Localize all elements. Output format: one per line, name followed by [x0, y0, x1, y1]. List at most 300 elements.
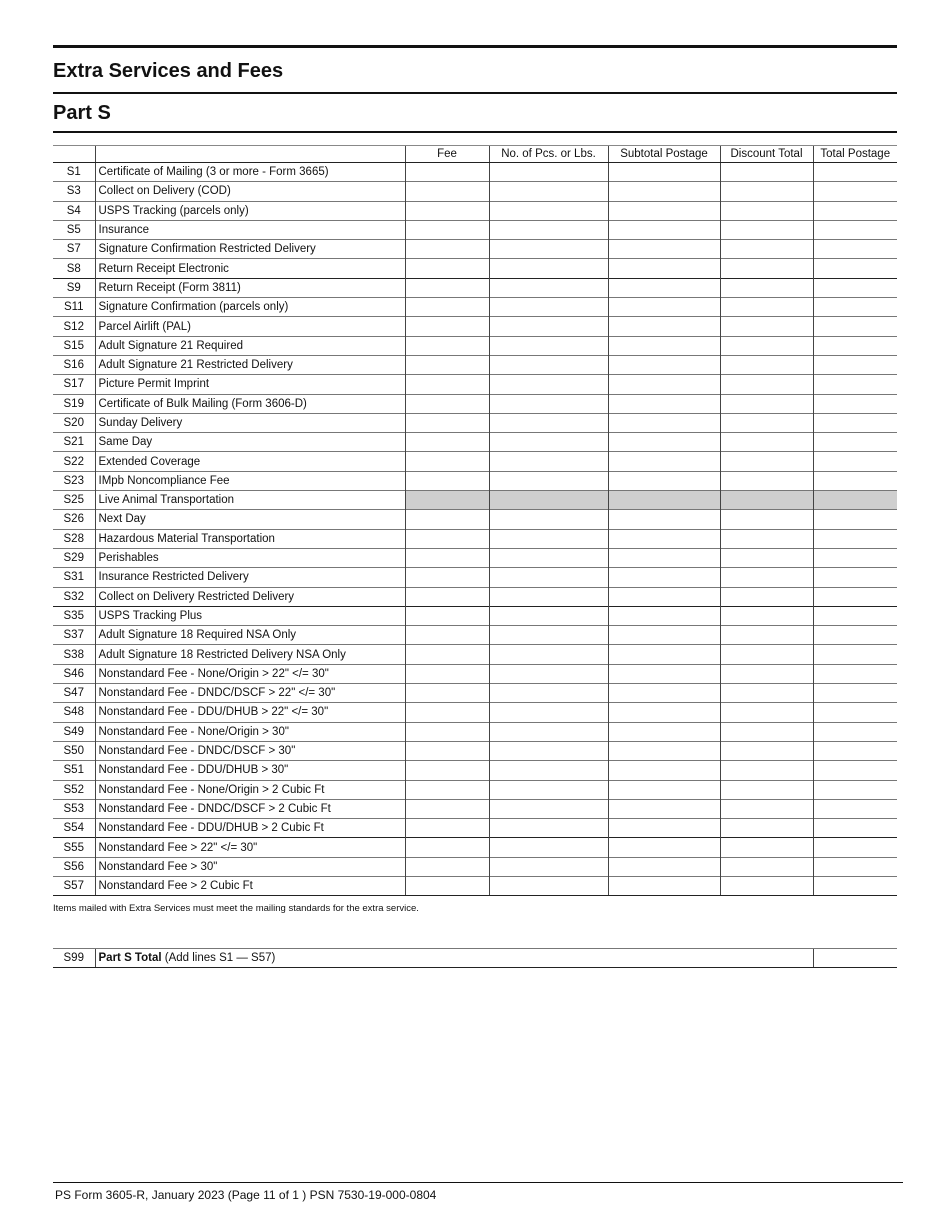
row-code: S51 [53, 761, 95, 780]
row-code: S55 [53, 838, 95, 857]
table-row [53, 799, 897, 818]
row-total-field[interactable] [813, 645, 897, 664]
row-total-field[interactable] [813, 876, 897, 895]
row-label: Nonstandard Fee - DDU/DHUB > 22" </= 30" [95, 703, 405, 722]
row-subtotal-field[interactable] [608, 645, 720, 664]
row-pcs-field[interactable] [489, 664, 608, 683]
row-discount-field[interactable] [720, 548, 813, 567]
row-subtotal-field[interactable] [608, 838, 720, 857]
row-pcs-field[interactable] [489, 452, 608, 471]
row-subtotal-field[interactable] [608, 220, 720, 239]
table-row [53, 298, 897, 317]
row-total-field [813, 491, 897, 510]
row-discount-field[interactable] [720, 568, 813, 587]
row-label: Collect on Delivery (COD) [95, 182, 405, 201]
row-total-field[interactable] [813, 259, 897, 278]
row-fee-field[interactable] [405, 529, 489, 548]
row-discount-field[interactable] [720, 838, 813, 857]
row-subtotal-field[interactable] [608, 413, 720, 432]
row-pcs-field[interactable] [489, 182, 608, 201]
row-discount-field[interactable] [720, 375, 813, 394]
row-label: Nonstandard Fee - DNDC/DSCF > 30" [95, 741, 405, 760]
row-fee-field[interactable] [405, 336, 489, 355]
row-subtotal-field[interactable] [608, 664, 720, 683]
row-label: Insurance [95, 220, 405, 239]
row-code: S49 [53, 722, 95, 741]
row-total-field[interactable] [813, 317, 897, 336]
row-pcs-field[interactable] [489, 413, 608, 432]
row-subtotal-field[interactable] [608, 163, 720, 182]
row-pcs-field[interactable] [489, 240, 608, 259]
footnote: Items mailed with Extra Services must meet the mailing standards for the extra service. [53, 903, 419, 914]
row-pcs-field[interactable] [489, 510, 608, 529]
row-total-field[interactable] [813, 819, 897, 838]
table-row [53, 780, 897, 799]
row-label: Parcel Airlift (PAL) [95, 317, 405, 336]
row-subtotal-field[interactable] [608, 684, 720, 703]
table-row [53, 278, 897, 297]
row-total-field[interactable] [813, 761, 897, 780]
row-label: Sunday Delivery [95, 413, 405, 432]
row-pcs-field[interactable] [489, 529, 608, 548]
row-subtotal-field[interactable] [608, 529, 720, 548]
row-total-field[interactable] [813, 510, 897, 529]
row-total-field[interactable] [813, 240, 897, 259]
row-fee-field[interactable] [405, 375, 489, 394]
row-label: Signature Confirmation (parcels only) [95, 298, 405, 317]
row-code: S47 [53, 684, 95, 703]
row-pcs-field[interactable] [489, 876, 608, 895]
row-label: Same Day [95, 433, 405, 452]
row-label: IMpb Noncompliance Fee [95, 471, 405, 490]
row-fee-field[interactable] [405, 838, 489, 857]
row-pcs-field[interactable] [489, 355, 608, 374]
row-discount-field[interactable] [720, 819, 813, 838]
row-total-field[interactable] [813, 838, 897, 857]
row-pcs-field[interactable] [489, 645, 608, 664]
row-label: USPS Tracking (parcels only) [95, 201, 405, 220]
row-total-field[interactable] [813, 587, 897, 606]
row-subtotal-field [608, 491, 720, 510]
row-fee-field[interactable] [405, 741, 489, 760]
row-total-field[interactable] [813, 394, 897, 413]
total-label [95, 949, 813, 968]
row-discount-field[interactable] [720, 626, 813, 645]
row-code: S57 [53, 876, 95, 895]
table-row [53, 433, 897, 452]
row-fee-field[interactable] [405, 433, 489, 452]
row-subtotal-field[interactable] [608, 741, 720, 760]
table-row [53, 722, 897, 741]
table-row [53, 819, 897, 838]
row-pcs-field[interactable] [489, 780, 608, 799]
row-fee-field[interactable] [405, 413, 489, 432]
row-fee-field[interactable] [405, 645, 489, 664]
row-fee-field[interactable] [405, 220, 489, 239]
total-label-bold: Part S Total [98, 952, 162, 964]
page-title: Extra Services and Fees [53, 60, 284, 82]
row-pcs-field[interactable] [489, 587, 608, 606]
row-subtotal-field[interactable] [608, 606, 720, 625]
row-code: S38 [53, 645, 95, 664]
row-total-field[interactable] [813, 780, 897, 799]
row-fee-field[interactable] [405, 452, 489, 471]
row-discount-field[interactable] [720, 220, 813, 239]
row-discount-field[interactable] [720, 433, 813, 452]
row-fee-field[interactable] [405, 394, 489, 413]
row-total-field[interactable] [813, 163, 897, 182]
row-code: S35 [53, 606, 95, 625]
row-fee-field[interactable] [405, 626, 489, 645]
row-label: Adult Signature 21 Restricted Delivery [95, 355, 405, 374]
row-code: S12 [53, 317, 95, 336]
row-discount-field[interactable] [720, 394, 813, 413]
row-discount-field[interactable] [720, 645, 813, 664]
row-label: Insurance Restricted Delivery [95, 568, 405, 587]
row-fee-field[interactable] [405, 182, 489, 201]
row-label: Adult Signature 18 Required NSA Only [95, 626, 405, 645]
row-subtotal-field[interactable] [608, 548, 720, 567]
row-discount-field[interactable] [720, 529, 813, 548]
fees-table [53, 145, 897, 896]
row-subtotal-field[interactable] [608, 819, 720, 838]
row-discount-field [720, 491, 813, 510]
row-fee-field[interactable] [405, 857, 489, 876]
header-subtotal: Subtotal Postage [608, 146, 720, 163]
table-row [53, 568, 897, 587]
table-row [53, 471, 897, 490]
row-discount-field[interactable] [720, 355, 813, 374]
row-subtotal-field[interactable] [608, 336, 720, 355]
table-row [53, 259, 897, 278]
table-row [53, 626, 897, 645]
row-discount-field[interactable] [720, 606, 813, 625]
top-rule [53, 45, 897, 48]
row-fee-field[interactable] [405, 568, 489, 587]
row-pcs-field[interactable] [489, 568, 608, 587]
row-discount-field[interactable] [720, 876, 813, 895]
row-subtotal-field[interactable] [608, 355, 720, 374]
row-code: S17 [53, 375, 95, 394]
table-row [53, 413, 897, 432]
row-code: S1 [53, 163, 95, 182]
row-pcs-field[interactable] [489, 799, 608, 818]
row-code: S11 [53, 298, 95, 317]
row-subtotal-field[interactable] [608, 278, 720, 297]
row-pcs-field[interactable] [489, 606, 608, 625]
row-code: S25 [53, 491, 95, 510]
table-row [53, 394, 897, 413]
row-subtotal-field[interactable] [608, 626, 720, 645]
section-title: Part S [53, 102, 111, 124]
row-total-field[interactable] [813, 355, 897, 374]
table-row [53, 876, 897, 895]
row-subtotal-field[interactable] [608, 471, 720, 490]
row-label: Nonstandard Fee - DNDC/DSCF > 22" </= 30" [95, 684, 405, 703]
row-code: S20 [53, 413, 95, 432]
row-discount-field[interactable] [720, 259, 813, 278]
row-fee-field[interactable] [405, 355, 489, 374]
row-subtotal-field[interactable] [608, 857, 720, 876]
row-label: USPS Tracking Plus [95, 606, 405, 625]
row-fee-field[interactable] [405, 201, 489, 220]
table-row [53, 761, 897, 780]
row-fee-field [405, 491, 489, 510]
table-row [53, 182, 897, 201]
row-total-field[interactable] [813, 298, 897, 317]
row-total-field[interactable] [813, 799, 897, 818]
row-total-field[interactable] [813, 413, 897, 432]
row-code: S15 [53, 336, 95, 355]
row-fee-field[interactable] [405, 761, 489, 780]
row-code: S4 [53, 201, 95, 220]
row-pcs-field[interactable] [489, 201, 608, 220]
row-code: S19 [53, 394, 95, 413]
row-code: S37 [53, 626, 95, 645]
row-pcs-field[interactable] [489, 857, 608, 876]
row-code: S50 [53, 741, 95, 760]
row-total-field[interactable] [813, 220, 897, 239]
row-fee-field[interactable] [405, 278, 489, 297]
row-subtotal-field[interactable] [608, 799, 720, 818]
row-label: Nonstandard Fee - None/Origin > 30" [95, 722, 405, 741]
row-discount-field[interactable] [720, 201, 813, 220]
table-row [53, 741, 897, 760]
row-pcs-field[interactable] [489, 722, 608, 741]
row-subtotal-field[interactable] [608, 780, 720, 799]
row-code: S28 [53, 529, 95, 548]
row-label: Certificate of Mailing (3 or more - Form 3665) [95, 163, 405, 182]
table-row [53, 548, 897, 567]
row-total-field[interactable] [813, 182, 897, 201]
row-pcs-field[interactable] [489, 259, 608, 278]
title-rule [53, 92, 897, 94]
row-total-field[interactable] [813, 452, 897, 471]
row-pcs-field[interactable] [489, 298, 608, 317]
row-code: S16 [53, 355, 95, 374]
header-discount: Discount Total [720, 146, 813, 163]
row-fee-field[interactable] [405, 703, 489, 722]
row-pcs-field[interactable] [489, 761, 608, 780]
row-total-field[interactable] [813, 703, 897, 722]
row-discount-field[interactable] [720, 240, 813, 259]
table-row [53, 606, 897, 625]
row-label: Adult Signature 18 Restricted Delivery NSA Only [95, 645, 405, 664]
row-fee-field[interactable] [405, 298, 489, 317]
row-fee-field[interactable] [405, 259, 489, 278]
row-subtotal-field[interactable] [608, 298, 720, 317]
row-fee-field[interactable] [405, 780, 489, 799]
row-total-field[interactable] [813, 336, 897, 355]
row-pcs-field[interactable] [489, 819, 608, 838]
header-description [95, 146, 405, 163]
row-label: Nonstandard Fee > 2 Cubic Ft [95, 876, 405, 895]
table-row [53, 201, 897, 220]
row-discount-field[interactable] [720, 664, 813, 683]
row-subtotal-field[interactable] [608, 394, 720, 413]
row-label: Nonstandard Fee - DDU/DHUB > 2 Cubic Ft [95, 819, 405, 838]
row-discount-field[interactable] [720, 703, 813, 722]
row-total-field[interactable] [813, 741, 897, 760]
row-discount-field[interactable] [720, 452, 813, 471]
row-fee-field[interactable] [405, 471, 489, 490]
table-row [53, 529, 897, 548]
row-pcs-field[interactable] [489, 278, 608, 297]
row-discount-field[interactable] [720, 317, 813, 336]
row-code: S23 [53, 471, 95, 490]
total-table [53, 948, 897, 968]
table-row [53, 664, 897, 683]
row-discount-field[interactable] [720, 684, 813, 703]
table-row [53, 491, 897, 510]
row-pcs-field[interactable] [489, 163, 608, 182]
row-fee-field[interactable] [405, 510, 489, 529]
row-total-field[interactable] [813, 375, 897, 394]
row-discount-field[interactable] [720, 741, 813, 760]
row-pcs-field[interactable] [489, 317, 608, 336]
row-code: S31 [53, 568, 95, 587]
row-total-field[interactable] [813, 606, 897, 625]
row-subtotal-field[interactable] [608, 375, 720, 394]
row-label: Return Receipt (Form 3811) [95, 278, 405, 297]
row-fee-field[interactable] [405, 722, 489, 741]
row-subtotal-field[interactable] [608, 433, 720, 452]
row-discount-field[interactable] [720, 722, 813, 741]
row-discount-field[interactable] [720, 471, 813, 490]
row-discount-field[interactable] [720, 780, 813, 799]
row-code: S22 [53, 452, 95, 471]
row-subtotal-field[interactable] [608, 317, 720, 336]
row-total-field[interactable] [813, 548, 897, 567]
row-total-field[interactable] [813, 664, 897, 683]
row-pcs-field[interactable] [489, 626, 608, 645]
row-pcs-field[interactable] [489, 741, 608, 760]
row-discount-field[interactable] [720, 799, 813, 818]
total-row [53, 949, 897, 968]
table-row [53, 684, 897, 703]
row-total-field[interactable] [813, 278, 897, 297]
row-subtotal-field[interactable] [608, 510, 720, 529]
table-row [53, 838, 897, 857]
row-total-field[interactable] [813, 568, 897, 587]
row-fee-field[interactable] [405, 548, 489, 567]
table-row [53, 857, 897, 876]
row-discount-field[interactable] [720, 857, 813, 876]
row-label: Hazardous Material Transportation [95, 529, 405, 548]
row-total-field[interactable] [813, 722, 897, 741]
table-row [53, 587, 897, 606]
row-total-field[interactable] [813, 529, 897, 548]
row-pcs-field[interactable] [489, 433, 608, 452]
row-discount-field[interactable] [720, 163, 813, 182]
row-discount-field[interactable] [720, 278, 813, 297]
row-discount-field[interactable] [720, 587, 813, 606]
row-label: Extended Coverage [95, 452, 405, 471]
row-pcs-field[interactable] [489, 548, 608, 567]
total-amount-field[interactable] [813, 949, 897, 968]
row-fee-field[interactable] [405, 587, 489, 606]
row-subtotal-field[interactable] [608, 568, 720, 587]
row-fee-field[interactable] [405, 799, 489, 818]
total-label-rest: (Add lines S1 — S57) [161, 952, 276, 964]
row-subtotal-field[interactable] [608, 182, 720, 201]
row-label: Perishables [95, 548, 405, 567]
row-fee-field[interactable] [405, 163, 489, 182]
row-code: S9 [53, 278, 95, 297]
row-discount-field[interactable] [720, 510, 813, 529]
row-fee-field[interactable] [405, 317, 489, 336]
row-code: S56 [53, 857, 95, 876]
row-pcs-field[interactable] [489, 703, 608, 722]
row-total-field[interactable] [813, 471, 897, 490]
row-fee-field[interactable] [405, 240, 489, 259]
row-total-field[interactable] [813, 684, 897, 703]
row-total-field[interactable] [813, 201, 897, 220]
row-pcs-field[interactable] [489, 394, 608, 413]
row-pcs-field[interactable] [489, 375, 608, 394]
row-discount-field[interactable] [720, 336, 813, 355]
row-pcs-field[interactable] [489, 684, 608, 703]
row-code: S53 [53, 799, 95, 818]
row-label: Live Animal Transportation [95, 491, 405, 510]
table-row [53, 220, 897, 239]
row-total-field[interactable] [813, 857, 897, 876]
row-subtotal-field[interactable] [608, 876, 720, 895]
row-label: Adult Signature 21 Required [95, 336, 405, 355]
row-label: Nonstandard Fee - DDU/DHUB > 30" [95, 761, 405, 780]
row-subtotal-field[interactable] [608, 587, 720, 606]
row-subtotal-field[interactable] [608, 201, 720, 220]
row-subtotal-field[interactable] [608, 761, 720, 780]
row-pcs-field[interactable] [489, 220, 608, 239]
row-fee-field[interactable] [405, 819, 489, 838]
row-code: S52 [53, 780, 95, 799]
row-fee-field[interactable] [405, 876, 489, 895]
row-label: Certificate of Bulk Mailing (Form 3606-D) [95, 394, 405, 413]
row-label: Nonstandard Fee - DNDC/DSCF > 2 Cubic Ft [95, 799, 405, 818]
row-code: S29 [53, 548, 95, 567]
row-discount-field[interactable] [720, 182, 813, 201]
table-row [53, 703, 897, 722]
row-code: S8 [53, 259, 95, 278]
row-total-field[interactable] [813, 433, 897, 452]
row-discount-field[interactable] [720, 298, 813, 317]
row-subtotal-field[interactable] [608, 259, 720, 278]
row-fee-field[interactable] [405, 664, 489, 683]
row-subtotal-field[interactable] [608, 452, 720, 471]
row-discount-field[interactable] [720, 761, 813, 780]
row-pcs-field[interactable] [489, 336, 608, 355]
row-subtotal-field[interactable] [608, 722, 720, 741]
row-discount-field[interactable] [720, 413, 813, 432]
row-pcs-field[interactable] [489, 471, 608, 490]
row-subtotal-field[interactable] [608, 703, 720, 722]
table-row [53, 317, 897, 336]
row-fee-field[interactable] [405, 684, 489, 703]
row-label: Return Receipt Electronic [95, 259, 405, 278]
row-code: S54 [53, 819, 95, 838]
row-subtotal-field[interactable] [608, 240, 720, 259]
table-row [53, 163, 897, 182]
header-fee: Fee [405, 146, 489, 163]
row-code: S21 [53, 433, 95, 452]
row-pcs-field[interactable] [489, 838, 608, 857]
row-code: S7 [53, 240, 95, 259]
row-code: S48 [53, 703, 95, 722]
row-total-field[interactable] [813, 626, 897, 645]
row-fee-field[interactable] [405, 606, 489, 625]
row-code: S26 [53, 510, 95, 529]
